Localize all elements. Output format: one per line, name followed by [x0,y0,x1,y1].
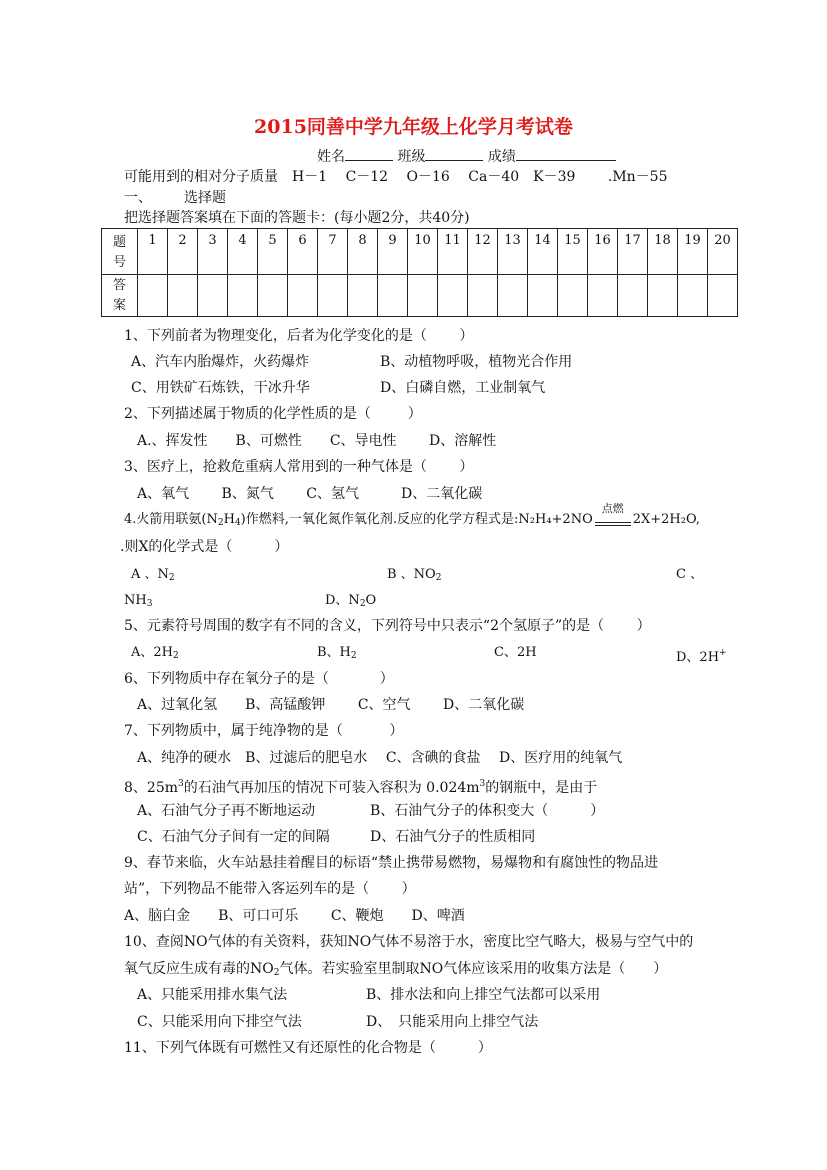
q5-option-b [317,644,357,665]
answer-cell[interactable] [378,275,408,317]
answer-cell[interactable] [708,275,738,317]
atomic-masses: 可能用到的相对分子质量 H－1 C－12 O－16 Ca－40 K－39 .Mn－55 [124,169,668,185]
q5-option-b-sub: 2 [350,651,357,661]
q8-stem-pre: 8、25m [124,780,178,796]
question-number-cell: 8 [348,229,378,275]
q5-option-d-sup: + [719,648,727,658]
answer-cell[interactable] [408,275,438,317]
answer-cell[interactable] [618,275,648,317]
name-blank[interactable] [345,146,393,161]
row-label-answer [102,275,138,317]
q9-line-2: 站”，下列物品不能带入客运列车的是（ ） [124,881,416,897]
answer-cell[interactable] [648,275,678,317]
q5-stem: 5、元素符号周围的数字有不同的含义，下列符号中只表示“2个氢原子”的是（ ） [124,618,651,634]
q3-options: A、氧气 B、氮气 C、氢气 D、二氧化碳 [137,486,483,502]
answer-cell[interactable] [318,275,348,317]
q7-stem: 7、下列物质中，属于纯净物的是（ ） [124,723,404,739]
question-number-cell: 9 [378,229,408,275]
q4-stem [124,502,701,532]
q9-options: A、脑白金 B、可口可乐 C、鞭炮 D、啤酒 [124,908,465,924]
q8-option-b: B、石油气分子的体积变大（ ） [370,803,605,819]
section-title: 选择题 [184,190,226,206]
score-label: 成绩 [487,149,516,165]
answer-cell[interactable] [348,275,378,317]
q4-equation-left: N₂H₄+2NO [518,512,593,527]
q5-option-c: C、2H [494,645,537,660]
class-label: 班级 [397,149,426,165]
q3-stem: 3、医疗上，抢救危重病人常用到的一种气体是（ ） [124,459,474,475]
q7-options: A、纯净的硬水 B、过滤后的肥皂水 C、含碘的食盐 D、医疗用的纯氧气 [137,750,623,766]
q4-option-c: C 、 [676,567,704,582]
q10-line-2 [124,960,667,982]
q8-sup-1: 3 [178,779,184,789]
question-number-cell: 20 [708,229,738,275]
q2-options: A.、挥发性 B、可燃性 C、导电性 D、溶解性 [137,433,497,449]
q4-option-c-text: NH [124,593,147,608]
question-number-cell: 17 [618,229,648,275]
q4-option-d-sub: 2 [359,599,366,609]
q10-line-1: 10、查阅NO气体的有关资料，获知NO气体不易溶于水，密度比空气略大，极易与空气中的 [124,934,694,950]
name-label: 姓名 [317,149,345,165]
question-number-cell: 13 [498,229,528,275]
question-number-cell: 7 [318,229,348,275]
answer-cell[interactable] [588,275,618,317]
q8-sup-2: 3 [479,779,486,789]
question-number-cell: 4 [228,229,258,275]
q4-stem-mid: )作燃料,一氧化氮作氧化剂.反应的化学方程式是: [240,512,519,527]
answer-cell[interactable] [498,275,528,317]
q10-line-2-pre: 氧气反应生成有毒的NO [124,961,274,977]
question-number-cell: 6 [288,229,318,275]
exam-title: 2015同善中学九年级上化学月考试卷 [254,116,573,138]
question-number-cell: 1 [138,229,168,275]
q6-options: A、过氧化氢 B、高锰酸钾 C、空气 D、二氧化碳 [137,697,525,713]
answer-cell[interactable] [558,275,588,317]
answer-cell[interactable] [138,275,168,317]
class-blank[interactable] [425,146,483,161]
question-number-cell: 16 [588,229,618,275]
q10-option-b: B、排水法和向上排空气法都可以采用 [366,987,601,1003]
question-number-cell: 15 [558,229,588,275]
q4-formula-n-sub: 2 [217,518,224,528]
q6-stem: 6、下列物质中存在氧分子的是（ ） [124,671,394,687]
q4-equation-right: 2X+2H₂O, [632,512,701,527]
answer-card [101,228,738,317]
q2-stem: 2、下列描述属于物质的化学性质的是（ ） [124,406,422,422]
section-number: 一、 [124,190,152,206]
q8-option-d: D、石油气分子的性质相同 [370,829,536,845]
q4-equation-condition: 点燃 [601,502,624,515]
q4-option-a [131,566,175,587]
q5-option-a-sub: 2 [173,651,179,661]
q5-option-b-text: B、H [317,645,351,660]
score-blank[interactable] [516,146,616,161]
q5-option-d [676,644,727,667]
row-label-answer-text: 答 案 [112,277,126,313]
q9-line-1: 9、春节来临，火车站悬挂着醒目的标语“禁止携带易燃物，易爆物和有腐蚀性的物品进 [124,855,659,871]
q8-stem-post: 的钢瓶中，是由于 [485,780,598,796]
q10-line-2-sub: 2 [273,968,280,978]
q4-option-a-text: A 、N [131,567,169,582]
q1-stem: 1、下列前者为物理变化，后者为化学变化的是（ ） [124,328,474,344]
q10-line-2-post: 气体。若实验室里制取NO气体应该采用的收集方法是（ ） [279,961,668,977]
q4-option-b-sub: 2 [435,573,442,583]
q4-option-b-text: B 、NO [387,567,436,582]
q4-option-d-text: D、N [325,593,360,608]
q4-stem-pre: 4.火箭用联氨( [124,512,207,527]
q1-option-d: D、白磷自燃，工业制氧气 [380,380,546,396]
q4-option-d [325,592,376,613]
q5-option-a-text: A、2H [131,645,173,660]
q4-formula-h-sub: 4 [234,518,241,528]
answer-cell[interactable] [168,275,198,317]
question-number-cell: 10 [408,229,438,275]
question-number-cell: 3 [198,229,228,275]
q4-stem-2: .则X的化学式是（ ） [120,539,289,555]
q1-option-b: B、动植物呼吸，植物光合作用 [380,354,573,370]
q10-option-d: D、 只能采用向上排空气法 [366,1014,539,1030]
question-number-cell: 11 [438,229,468,275]
question-number-cell: 18 [648,229,678,275]
q1-option-c: C、用铁矿石炼铁，干冰升华 [131,380,310,396]
question-number-cell: 19 [678,229,708,275]
q4-formula-n: N [206,512,218,527]
q4-option-b [387,566,441,587]
q5-option-a [131,644,179,665]
answer-cell[interactable] [228,275,258,317]
row-label-number-text: 题 号 [112,235,126,270]
instruction: 把选择题答案填在下面的答题卡：(每小题2分，共40分) [124,210,470,226]
section-heading [124,189,226,207]
answer-cell[interactable] [468,275,498,317]
question-number-cell: 14 [528,229,558,275]
answer-cell[interactable] [198,275,228,317]
answer-cell[interactable] [258,275,288,317]
q4-option-c-formula [124,592,152,613]
answer-card-answer-row [102,275,738,317]
q4-option-c-sub: 3 [146,599,153,609]
answer-cell[interactable] [288,275,318,317]
answer-cell[interactable] [678,275,708,317]
question-number-cell: 12 [468,229,498,275]
q4-option-d-tail: O [365,593,377,608]
q11-stem: 11、下列气体既有可燃性又有还原性的化合物是（ ） [124,1040,492,1056]
row-label-number [102,229,138,275]
question-number-cell: 5 [258,229,288,275]
q8-option-c: C、石油气分子间有一定的间隔 [137,829,330,845]
question-number-cell: 2 [168,229,198,275]
q10-option-a: A、只能采用排水集气法 [137,987,288,1003]
q8-stem [124,775,597,797]
q8-stem-mid: 的石油气再加压的情况下可装入容积为 0.024m [183,780,480,796]
answer-card-number-row [102,229,738,275]
q10-option-c: C、只能采用向下排空气法 [137,1014,302,1030]
q4-formula-h: H [223,512,235,527]
q8-option-a: A、石油气分子再不断地运动 [137,803,316,819]
student-info-line [317,146,616,166]
answer-cell[interactable] [438,275,468,317]
q4-option-a-sub: 2 [168,573,175,583]
q4-equation-arrow [593,502,633,532]
answer-cell[interactable] [528,275,558,317]
q1-option-a: A、汽车内胎爆炸，火药爆炸 [131,354,310,370]
q5-option-d-text: D、2H [676,650,720,665]
